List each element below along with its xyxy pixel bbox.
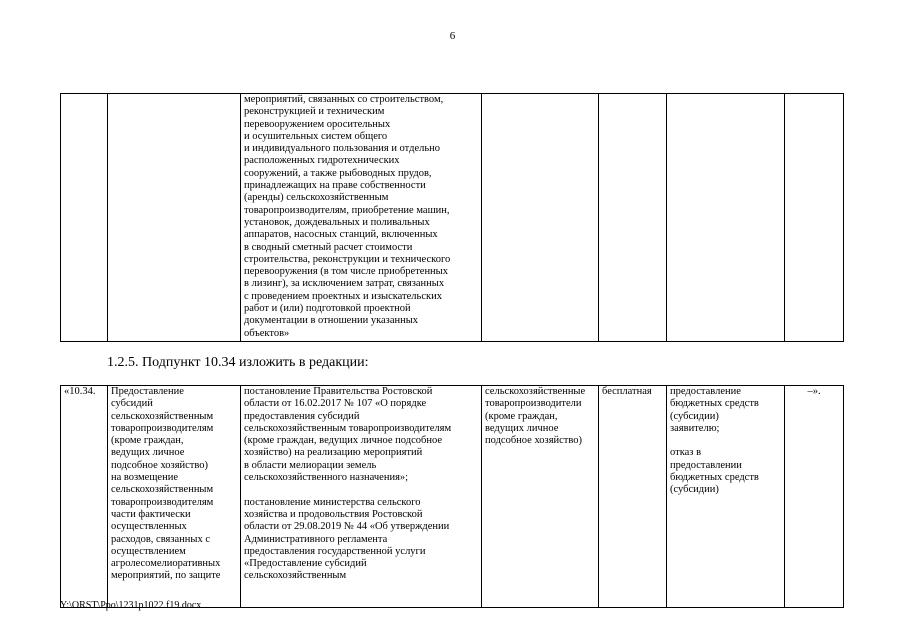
text-line: с проведением проектных и изыскательских [244,290,442,302]
text-line: товаропроизводителям [111,496,214,508]
text-line: части фактически [111,508,191,520]
text-line: принадлежащих на праве собственности [244,180,426,192]
text-line: «Предоставление субсидий [244,558,367,570]
text-line: Административного регламента [244,533,388,545]
cell-last [785,94,844,342]
text-line: хозяйства и продовольствия Ростовской [244,508,423,520]
service-text [111,386,237,583]
text-line: сельскохозяйственного назначения»; [244,472,409,484]
cell-fee [599,94,667,342]
text-line: (субсидии) [670,410,719,422]
text-line: мероприятий, связанных со строительством, [244,94,444,105]
text-line: аппаратов, насосных станций, включенных [244,229,438,241]
text-line: (аренды) сельскохозяйственным [244,192,389,204]
table-continuation [60,93,844,342]
text-line: предоставлении [670,459,742,471]
text-line [670,435,781,447]
text-line: ведущих личное [111,447,185,459]
text-line: строительства, реконструкции и технического [244,253,451,265]
text-line: документации в отношении указанных [244,315,419,327]
text-line: (кроме граждан, [111,435,184,447]
cell-service [108,386,241,608]
text-line: предоставление [670,386,741,397]
cell-last: –». [785,386,844,608]
cell-result [667,94,785,342]
legal-basis-text [244,94,478,340]
text-line: сельскохозяйственным [244,570,347,582]
cell-legal-basis [241,386,482,608]
cell-recipients [482,386,599,608]
text-line: сельскохозяйственным [111,410,214,422]
text-line: отказ в [670,447,702,459]
text-line: постановление Правительства Ростовской [244,386,433,397]
text-line: осуществленных [111,521,187,533]
text-line: агролесомелиоративных [111,558,221,570]
text-line: мероприятий, по защите [111,570,221,582]
text-line: установок, дождевальных и поливальных [244,216,430,228]
text-line: постановление министерства сельского [244,496,421,508]
text-line: ведущих личное [485,422,559,434]
text-line: и индивидуального пользования и отдельно [244,143,441,155]
text-line: объектов» [244,327,290,339]
table-row [61,94,844,342]
text-line: (кроме граждан, [485,410,558,422]
text-line: расходов, связанных с [111,533,210,545]
cell-number: «10.34. [61,386,108,608]
text-line: сельскохозяйственным товаропроизводителям [244,422,452,434]
cell-number [61,94,108,342]
text-line: бюджетных средств [670,472,759,484]
cell-result [667,386,785,608]
text-line: работ и (или) подготовкой проектной [244,303,411,315]
legal-basis-text [244,386,478,583]
text-line: товаропроизводители [485,398,582,410]
text-line: на возмещение [111,472,178,484]
text-line: хозяйство) на реализацию мероприятий [244,447,423,459]
text-line: субсидий [111,398,153,410]
text-line: перевооружения (в том числе приобретенных [244,266,448,278]
text-line: предоставления субсидий [244,410,360,422]
text-line: расположенных гидротехнических [244,155,400,167]
amendment-heading: 1.2.5. Подпункт 10.34 изложить в редакции: [107,355,369,370]
table-row [61,386,844,608]
text-line: в области мелиорации земель [244,459,377,471]
footer-file-path: Y:\ORST\Ppo\1231p1022.f19.docx [60,600,202,611]
cell-legal-basis [241,94,482,342]
table-amended-item [60,385,844,608]
text-line: реконструкцией и техническим [244,106,385,118]
text-line: предоставления государственной услуги [244,545,426,557]
cell-fee: бесплатная [599,386,667,608]
text-line: сельскохозяйственным [111,484,214,496]
text-line: перевооружением оросительных [244,118,391,130]
text-line: заявителю; [670,422,720,434]
page-number: 6 [449,30,456,42]
text-line: бюджетных средств [670,398,759,410]
cell-service [108,94,241,342]
text-line: подсобное хозяйство) [485,435,583,447]
recipients-text [485,386,595,447]
text-line: (субсидии) [670,484,719,496]
text-line: сельскохозяйственные [485,386,586,397]
text-line: Предоставление [111,386,184,397]
text-line: в сводный сметный расчет стоимости [244,241,413,253]
text-line: области от 16.02.2017 № 107 «О порядке [244,398,427,410]
text-line: и осушительных систем общего [244,130,388,142]
text-line: области от 29.08.2019 № 44 «Об утверждении [244,521,450,533]
text-line: (кроме граждан, ведущих личное подсобное [244,435,443,447]
text-line: подсобное хозяйство) [111,459,209,471]
text-line [244,484,478,496]
text-line: осуществлением [111,545,186,557]
text-line: товаропроизводителям [111,422,214,434]
cell-recipients [482,94,599,342]
result-text [670,386,781,497]
text-line: в лизинг), за исключением затрат, связанных [244,278,445,290]
text-line: товаропроизводителям, приобретение машин, [244,204,450,216]
text-line: сооружений, а также рыбоводных прудов, [244,167,432,179]
